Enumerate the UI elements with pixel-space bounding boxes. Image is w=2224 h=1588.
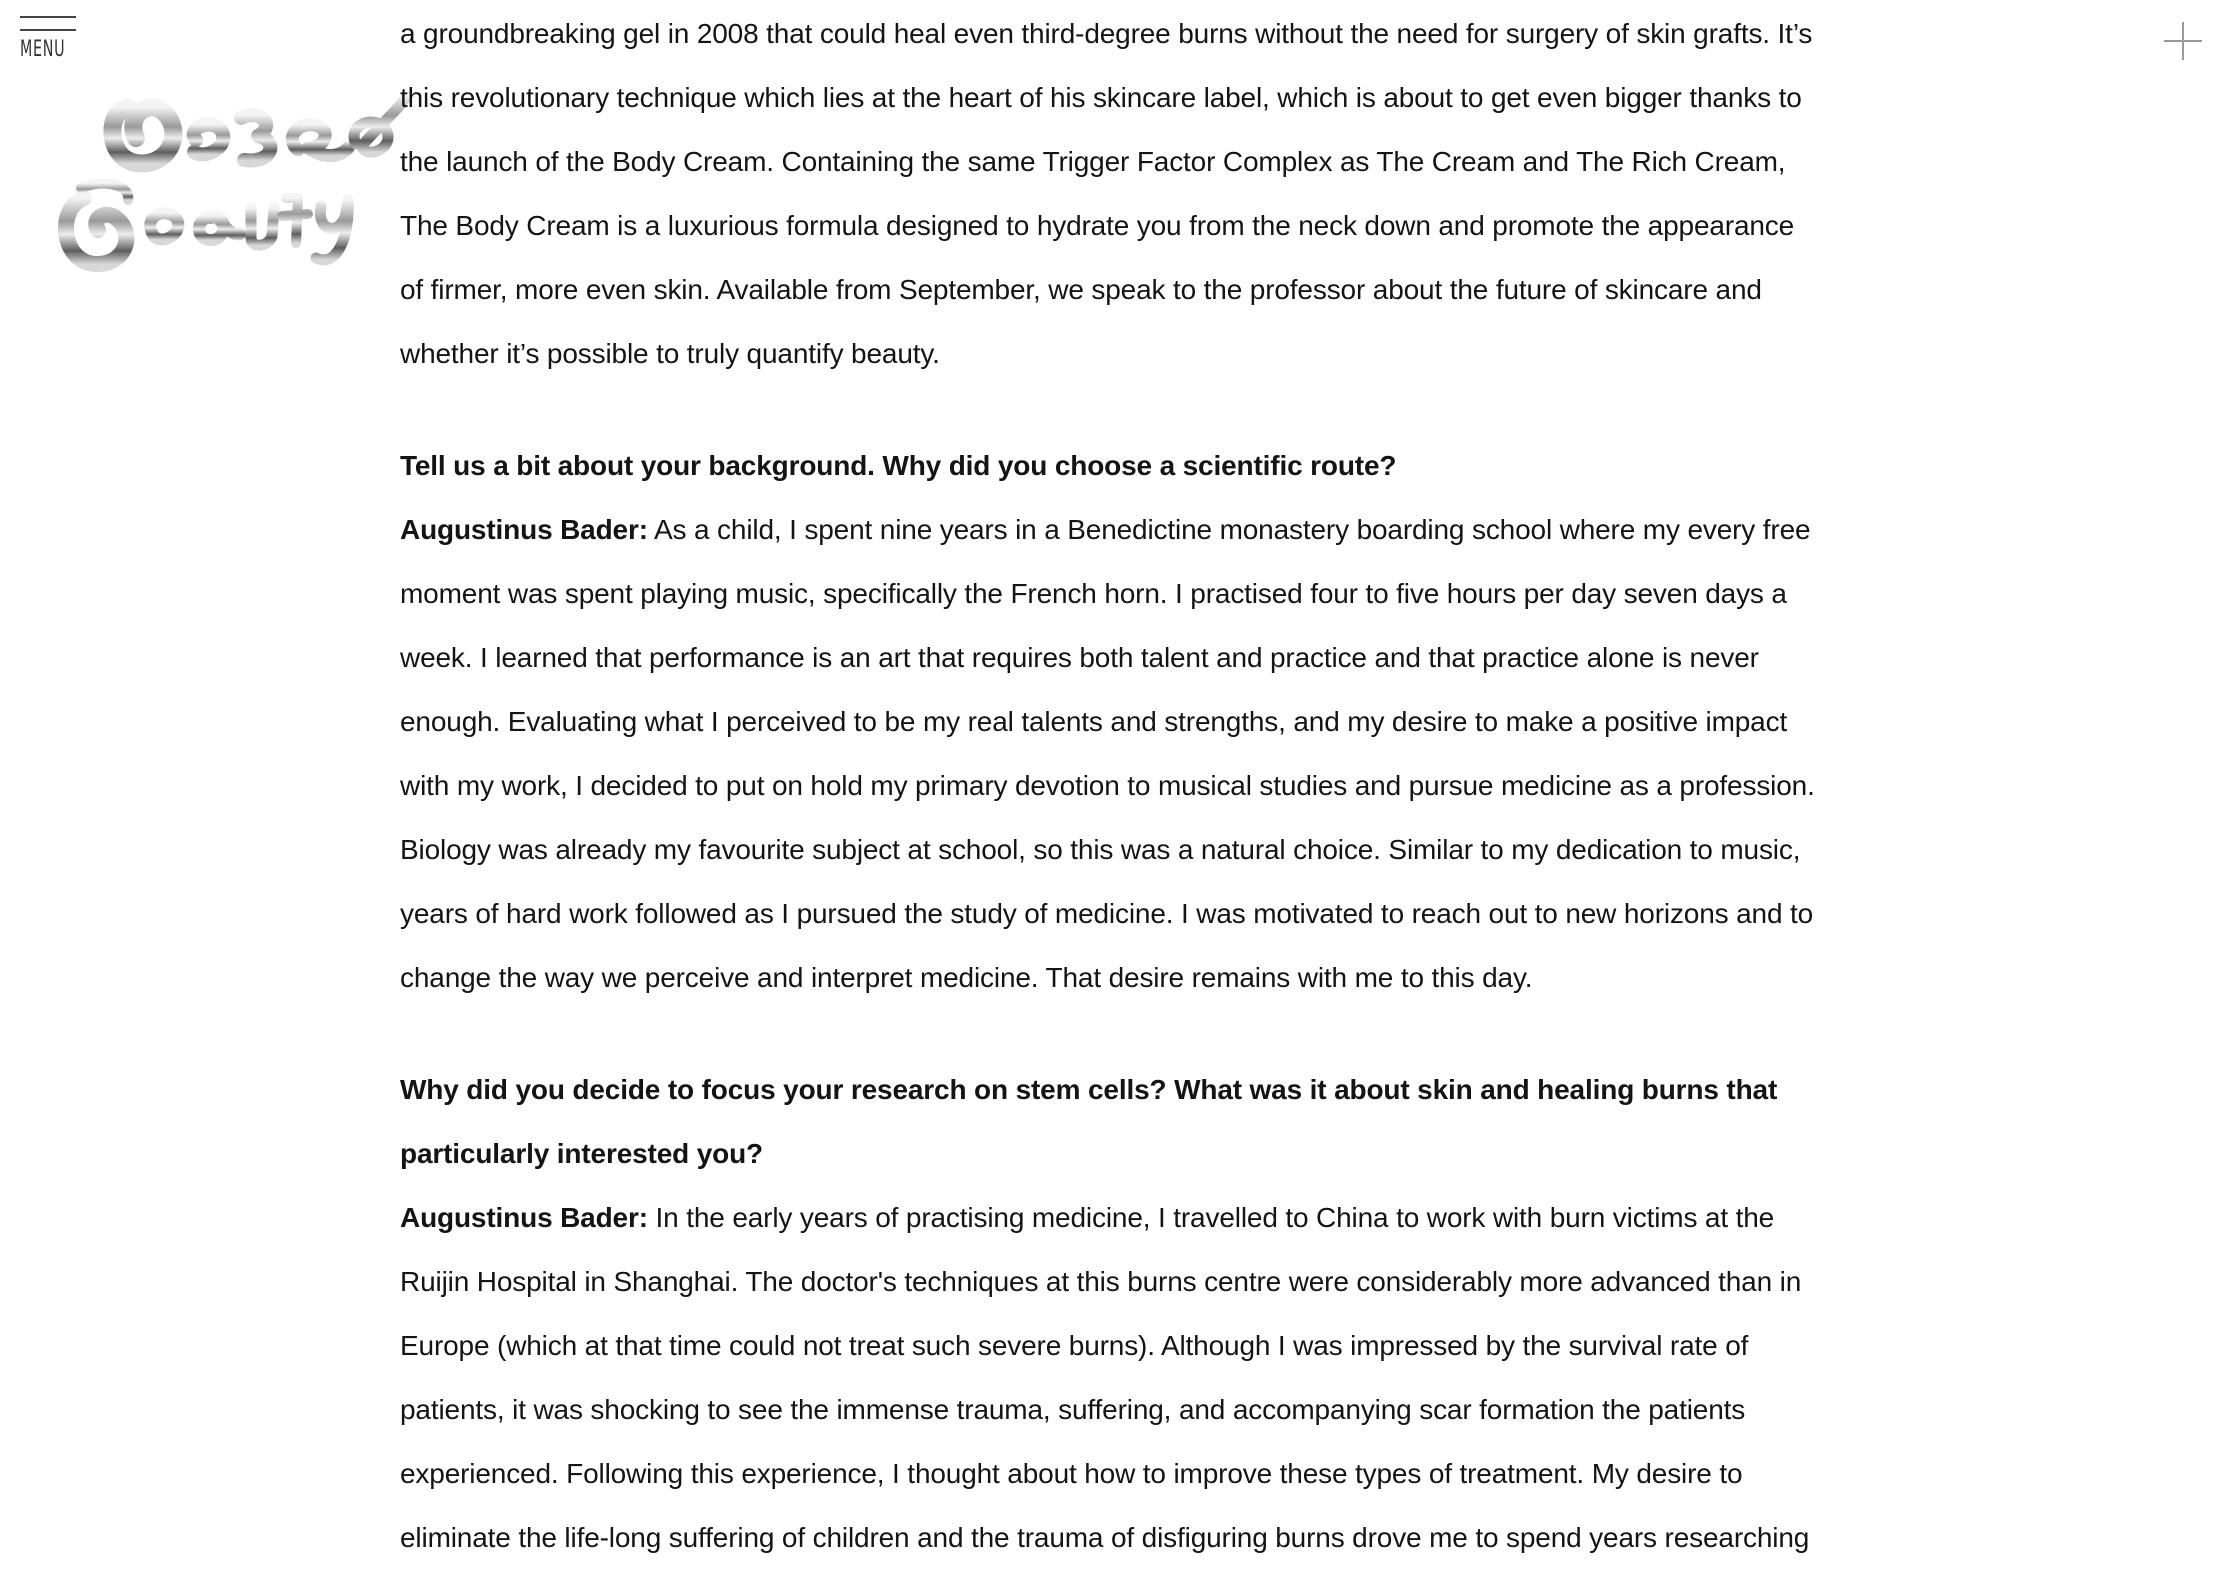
article-intro: a groundbreaking gel in 2008 that could heal even third-degree burns without the need for surgery of skin grafts. It’s this revolutionary technique which lies at the heart of his skincare label, which is about to get even bigger thanks to the launch of the Body Cream. Containing the same Trigger Factor Complex as The Cream and The Rich Cream, The Body Cream is a luxurious formula designed to hydrate you from the neck down and promote the appearance of firmer, more even skin. Available from September, we speak to the professor about the future of skincare and whether it’s possible to truly quantify beauty.: [400, 18, 1813, 369]
speaker-name: Augustinus Bader:: [400, 1202, 648, 1233]
interview-answer: [400, 498, 1820, 1010]
article-body: [400, 0, 1820, 1570]
dazed-beauty-logo[interactable]: [36, 68, 436, 288]
menu-icon: [20, 16, 76, 18]
answer-text: In the early years of practising medicine, I travelled to China to work with burn victims at the Ruijin Hospital in Shanghai. The doctor's techniques at this burns centre were considerably more advanced than in Europe (which at that time could not treat such severe burns). Although I was impressed by the survival rate of patients, it was shocking to see the immense trauma, suffering, and accompanying scar formation the patients experienced. Following this experience, I thought about how to improve these types of treatment. My desire to eliminate the life-long suffering of children and the trauma of disfiguring burns drove me to spend years researching: [400, 1202, 1810, 1553]
interview-question: Tell us a bit about your background. Why did you choose a scientific route?: [400, 450, 1397, 481]
interview-answer: [400, 1186, 1820, 1570]
answer-text: As a child, I spent nine years in a Benedictine monastery boarding school where my every free moment was spent playing music, specifically the French horn. I practised four to five hours per day seven days a week. I learned that performance is an art that requires both talent and practice and that practice alone is never enough. Evaluating what I perceived to be my real talents and strengths, and my desire to make a positive impact with my work, I decided to put on hold my primary devotion to musical studies and pursue medicine as a profession. Biology was already my favourite subject at school, so this was a natural choice. Similar to my dedication to music, years of hard work followed as I pursued the study of medicine. I was motivated to reach out to new horizons and to change the way we perceive and interpret medicine. That desire remains with me to this day.: [400, 514, 1815, 993]
menu-label: MENU: [20, 37, 66, 62]
chrome-logo-icon: [36, 68, 436, 288]
menu-button[interactable]: [20, 16, 76, 62]
interview-question: Why did you decide to focus your research on stem cells? What was it about skin and healing burns that particularly interested you?: [400, 1074, 1778, 1169]
menu-icon-bar: [20, 29, 76, 31]
plus-icon[interactable]: [2164, 22, 2202, 60]
speaker-name: Augustinus Bader:: [400, 514, 648, 545]
